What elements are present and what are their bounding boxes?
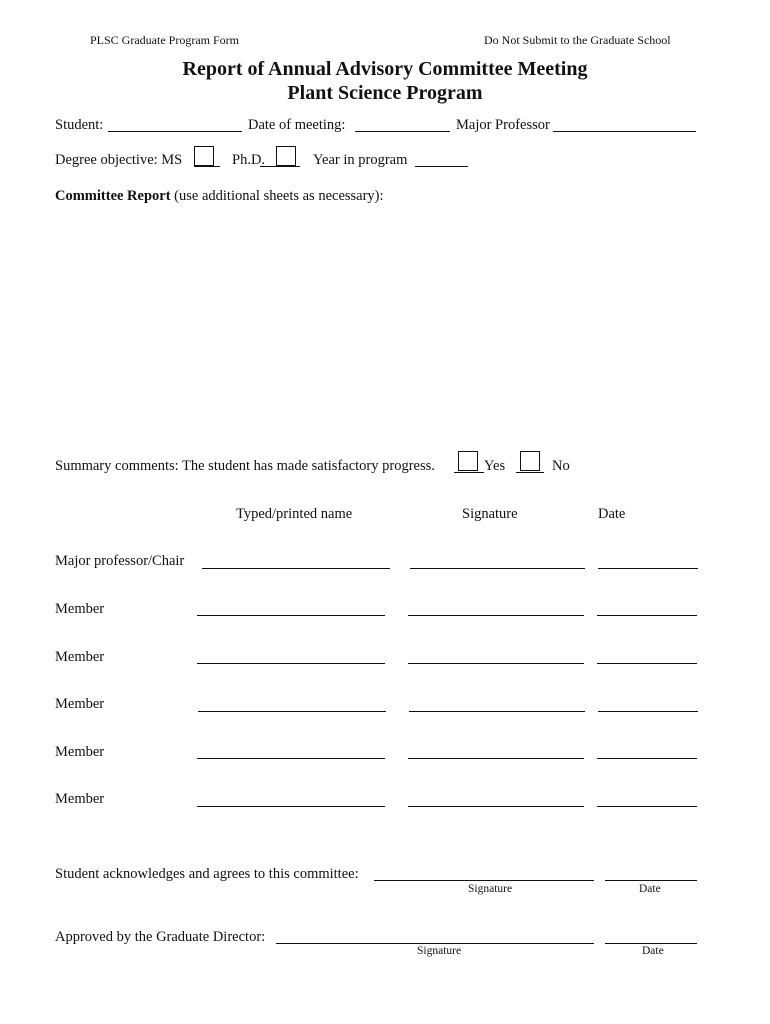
year-in-program-field[interactable] bbox=[415, 166, 468, 167]
student-name-field[interactable] bbox=[108, 131, 242, 132]
member-2-date-field[interactable] bbox=[597, 663, 697, 664]
member-3-signature-field[interactable] bbox=[409, 711, 585, 712]
date-of-meeting-label: Date of meeting: bbox=[248, 117, 346, 133]
no-underline bbox=[516, 472, 544, 473]
director-date-caption: Date bbox=[642, 945, 664, 957]
degree-objective-label: Degree objective: MS bbox=[55, 152, 183, 168]
committee-report-bold: Committee Report bbox=[55, 188, 171, 204]
committee-report-note: (use additional sheets as necessary): bbox=[174, 188, 384, 204]
director-approval-label: Approved by the Graduate Director: bbox=[55, 929, 266, 945]
student-ack-signature-caption: Signature bbox=[468, 883, 513, 895]
member-1-name-field[interactable] bbox=[197, 615, 385, 616]
chair-name-field[interactable] bbox=[202, 568, 390, 569]
member-4-date-field[interactable] bbox=[597, 758, 697, 759]
student-ack-date-caption: Date bbox=[639, 883, 661, 895]
header-form-name: PLSC Graduate Program Form bbox=[90, 33, 239, 47]
phd-underline bbox=[260, 166, 300, 167]
form-subtitle: Plant Science Program bbox=[287, 82, 483, 104]
year-in-program-label: Year in program bbox=[313, 152, 408, 168]
yes-underline bbox=[454, 472, 484, 473]
member-5-date-field[interactable] bbox=[597, 806, 697, 807]
row-label-member-2: Member bbox=[55, 649, 105, 665]
header-notice: Do Not Submit to the Graduate School bbox=[484, 33, 671, 47]
chair-date-field[interactable] bbox=[598, 568, 698, 569]
committee-report-heading bbox=[55, 188, 384, 205]
committee-report-area[interactable] bbox=[55, 212, 715, 442]
row-label-member-4: Member bbox=[55, 744, 105, 760]
major-professor-field[interactable] bbox=[553, 131, 696, 132]
no-label: No bbox=[552, 458, 570, 474]
row-label-member-3: Member bbox=[55, 696, 105, 712]
row-label-member-1: Member bbox=[55, 601, 105, 617]
director-signature-field[interactable] bbox=[276, 943, 594, 944]
director-signature-caption: Signature bbox=[417, 945, 462, 957]
col-header-signature: Signature bbox=[462, 506, 518, 522]
member-2-signature-field[interactable] bbox=[408, 663, 584, 664]
summary-comments-label: Summary comments: The student has made satisfactory progress. bbox=[55, 458, 435, 474]
member-1-date-field[interactable] bbox=[597, 615, 697, 616]
member-1-signature-field[interactable] bbox=[408, 615, 584, 616]
student-ack-label: Student acknowledges and agrees to this committee: bbox=[55, 866, 359, 882]
major-professor-label: Major Professor bbox=[456, 117, 550, 133]
row-label-member-5: Member bbox=[55, 791, 105, 807]
member-4-name-field[interactable] bbox=[197, 758, 385, 759]
student-label: Student: bbox=[55, 117, 104, 133]
date-of-meeting-field[interactable] bbox=[355, 131, 450, 132]
chair-signature-field[interactable] bbox=[410, 568, 585, 569]
member-5-name-field[interactable] bbox=[197, 806, 385, 807]
yes-checkbox[interactable] bbox=[458, 451, 478, 471]
member-2-name-field[interactable] bbox=[197, 663, 385, 664]
ms-underline bbox=[194, 166, 220, 167]
yes-label: Yes bbox=[484, 458, 506, 474]
member-3-date-field[interactable] bbox=[598, 711, 698, 712]
no-checkbox[interactable] bbox=[520, 451, 540, 471]
col-header-name: Typed/printed name bbox=[236, 506, 353, 522]
student-ack-signature-field[interactable] bbox=[374, 880, 594, 881]
student-ack-date-field[interactable] bbox=[605, 880, 697, 881]
member-5-signature-field[interactable] bbox=[408, 806, 584, 807]
member-3-name-field[interactable] bbox=[198, 711, 386, 712]
phd-label: Ph.D. bbox=[232, 152, 266, 168]
member-4-signature-field[interactable] bbox=[408, 758, 584, 759]
phd-checkbox[interactable] bbox=[276, 146, 296, 166]
row-label-chair: Major professor/Chair bbox=[55, 553, 185, 569]
col-header-date: Date bbox=[598, 506, 626, 522]
ms-checkbox[interactable] bbox=[194, 146, 214, 166]
form-title: Report of Annual Advisory Committee Meeting bbox=[182, 58, 588, 80]
director-date-field[interactable] bbox=[605, 943, 697, 944]
